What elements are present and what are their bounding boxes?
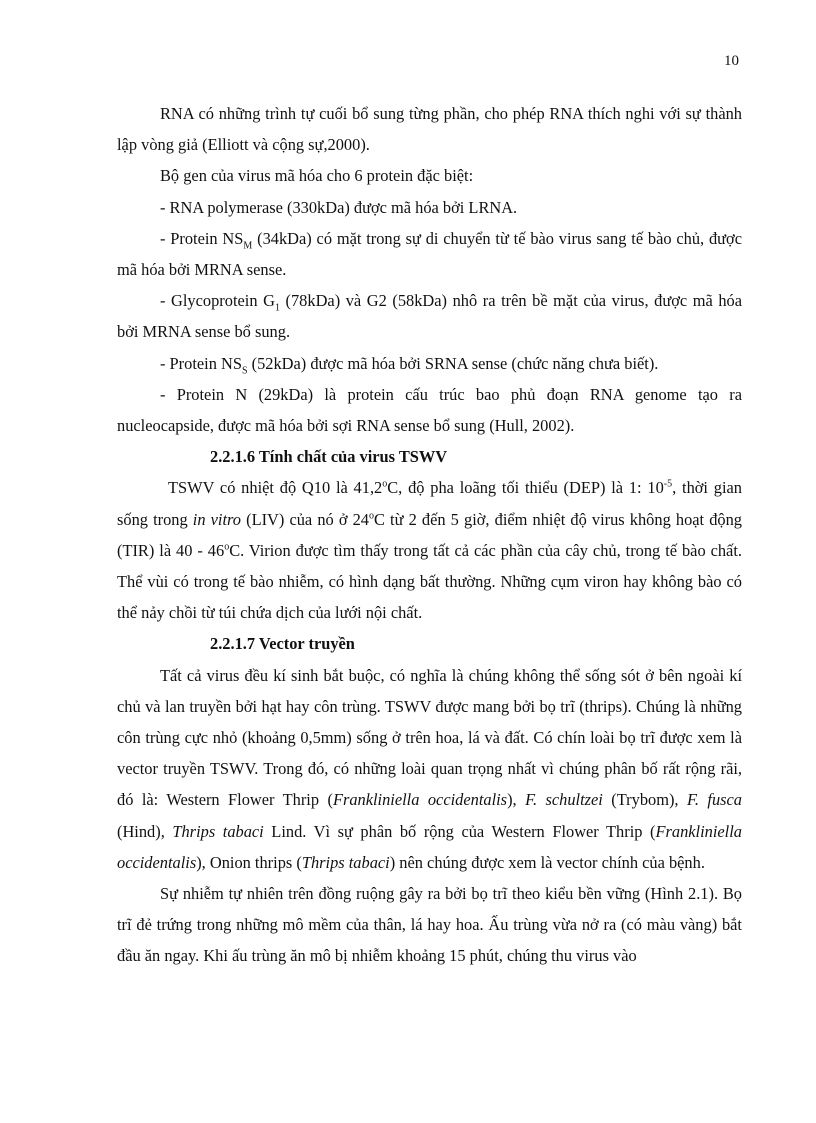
list-item-glycoprotein: - Glycoprotein $G_1$ (78kDa) và G2 (58kDa) nhô ra trên bề mặt của virus, được mã hóa bởi MRNA sense bổ sung. — [117, 291, 742, 342]
paragraph-rna-pseudoknot: RNA có những trình tự cuối bổ sung từng phần, cho phép RNA thích nghi với sự thành lập vòng giả (Elliott và cộng sự,2000). — [117, 104, 742, 155]
paragraph-tswv-properties: TSWV có nhiệt độ Q10 là 41,2$^o$C, độ pha loãng tối thiểu (DEP) là 1: $10^{-5}$, thời gian sống trong in vitro (LIV) của nó ở 24$^o$C từ 2 đến 5 giờ, điểm nhiệt độ virus không hoạt động (TIR) là 40 - 46$^o$C. Virion được tìm thấy trong tất cả các phần của cây chủ, trong tế bào chất. Thể vùi có trong tế bào nhiễm, có hình dạng bất thường. Những cụm viron hay không bào có thể nảy chồi từ túi chứa dịch của lưới nội chất. — [117, 478, 742, 623]
list-item-protein-nss: - Protein $NS_S$ (52kDa) được mã hóa bởi SRNA sense (chức năng chưa biết). — [160, 353, 659, 376]
page-number: 10 — [724, 53, 739, 69]
list-item-protein-nsm: - Protein $NS_M$ (34kDa) có mặt trong sự di chuyển từ tế bào virus sang tế bào chủ, được mã hóa bởi MRNA sense. — [117, 228, 742, 280]
paragraph-natural-infection: Sự nhiễm tự nhiên trên đồng ruộng gây ra bởi bọ trĩ theo kiểu bền vững (Hình 2.1). Bọ trĩ đẻ trứng trong những mô mềm của thân, lá hay hoa. Ấu trùng vừa nở ra (có màu vàng) bắt đầu ăn ngay. Khi ấu trùng ăn mô bị nhiễm khoảng 15 phút, chúng thu virus vào — [117, 884, 742, 966]
paragraph-genome-intro: Bộ gen của virus mã hóa cho 6 protein đặc biệt: — [160, 166, 474, 186]
paragraph-vector: Tất cả virus đều kí sinh bắt buộc, có nghĩa là chúng không thể sống sót ở bên ngoài kí chủ và lan truyền bởi hạt hay côn trùng. TSWV được mang bởi bọ trĩ (thrips). Chúng là những côn trùng cực nhỏ (khoảng 0,5mm) sống ở trên hoa, lá và đất. Có chín loài bọ trĩ được xem là vector truyền TSWV. Trong đó, có những loài quan trọng nhất vì chúng phân bố rất rộng rãi, đó là: Western Flower Thrip (Frankliniella occidentalis), F. schultzei (Trybom), F. fusca (Hind), Thrips tabaci Lind. Vì sự phân bố rộng của Western Flower Thrip (Frankliniella occidentalis), Onion thrips (Thrips tabaci) nên chúng được xem là vector chính của bệnh. — [117, 665, 742, 872]
section-heading-properties: 2.2.1.6 Tính chất của virus TSWV — [210, 447, 448, 467]
list-item-protein-n: - Protein N (29kDa) là protein cấu trúc bao phủ đoạn RNA genome tạo ra nucleocapside, được mã hóa bởi sợi RNA sense bổ sung (Hull, 2002). — [117, 384, 742, 436]
document-body — [117, 98, 742, 972]
list-item-rna-polymerase: - RNA polymerase (330kDa) được mã hóa bởi LRNA. — [160, 197, 518, 217]
section-heading-vector: 2.2.1.7 Vector truyền — [210, 634, 355, 654]
